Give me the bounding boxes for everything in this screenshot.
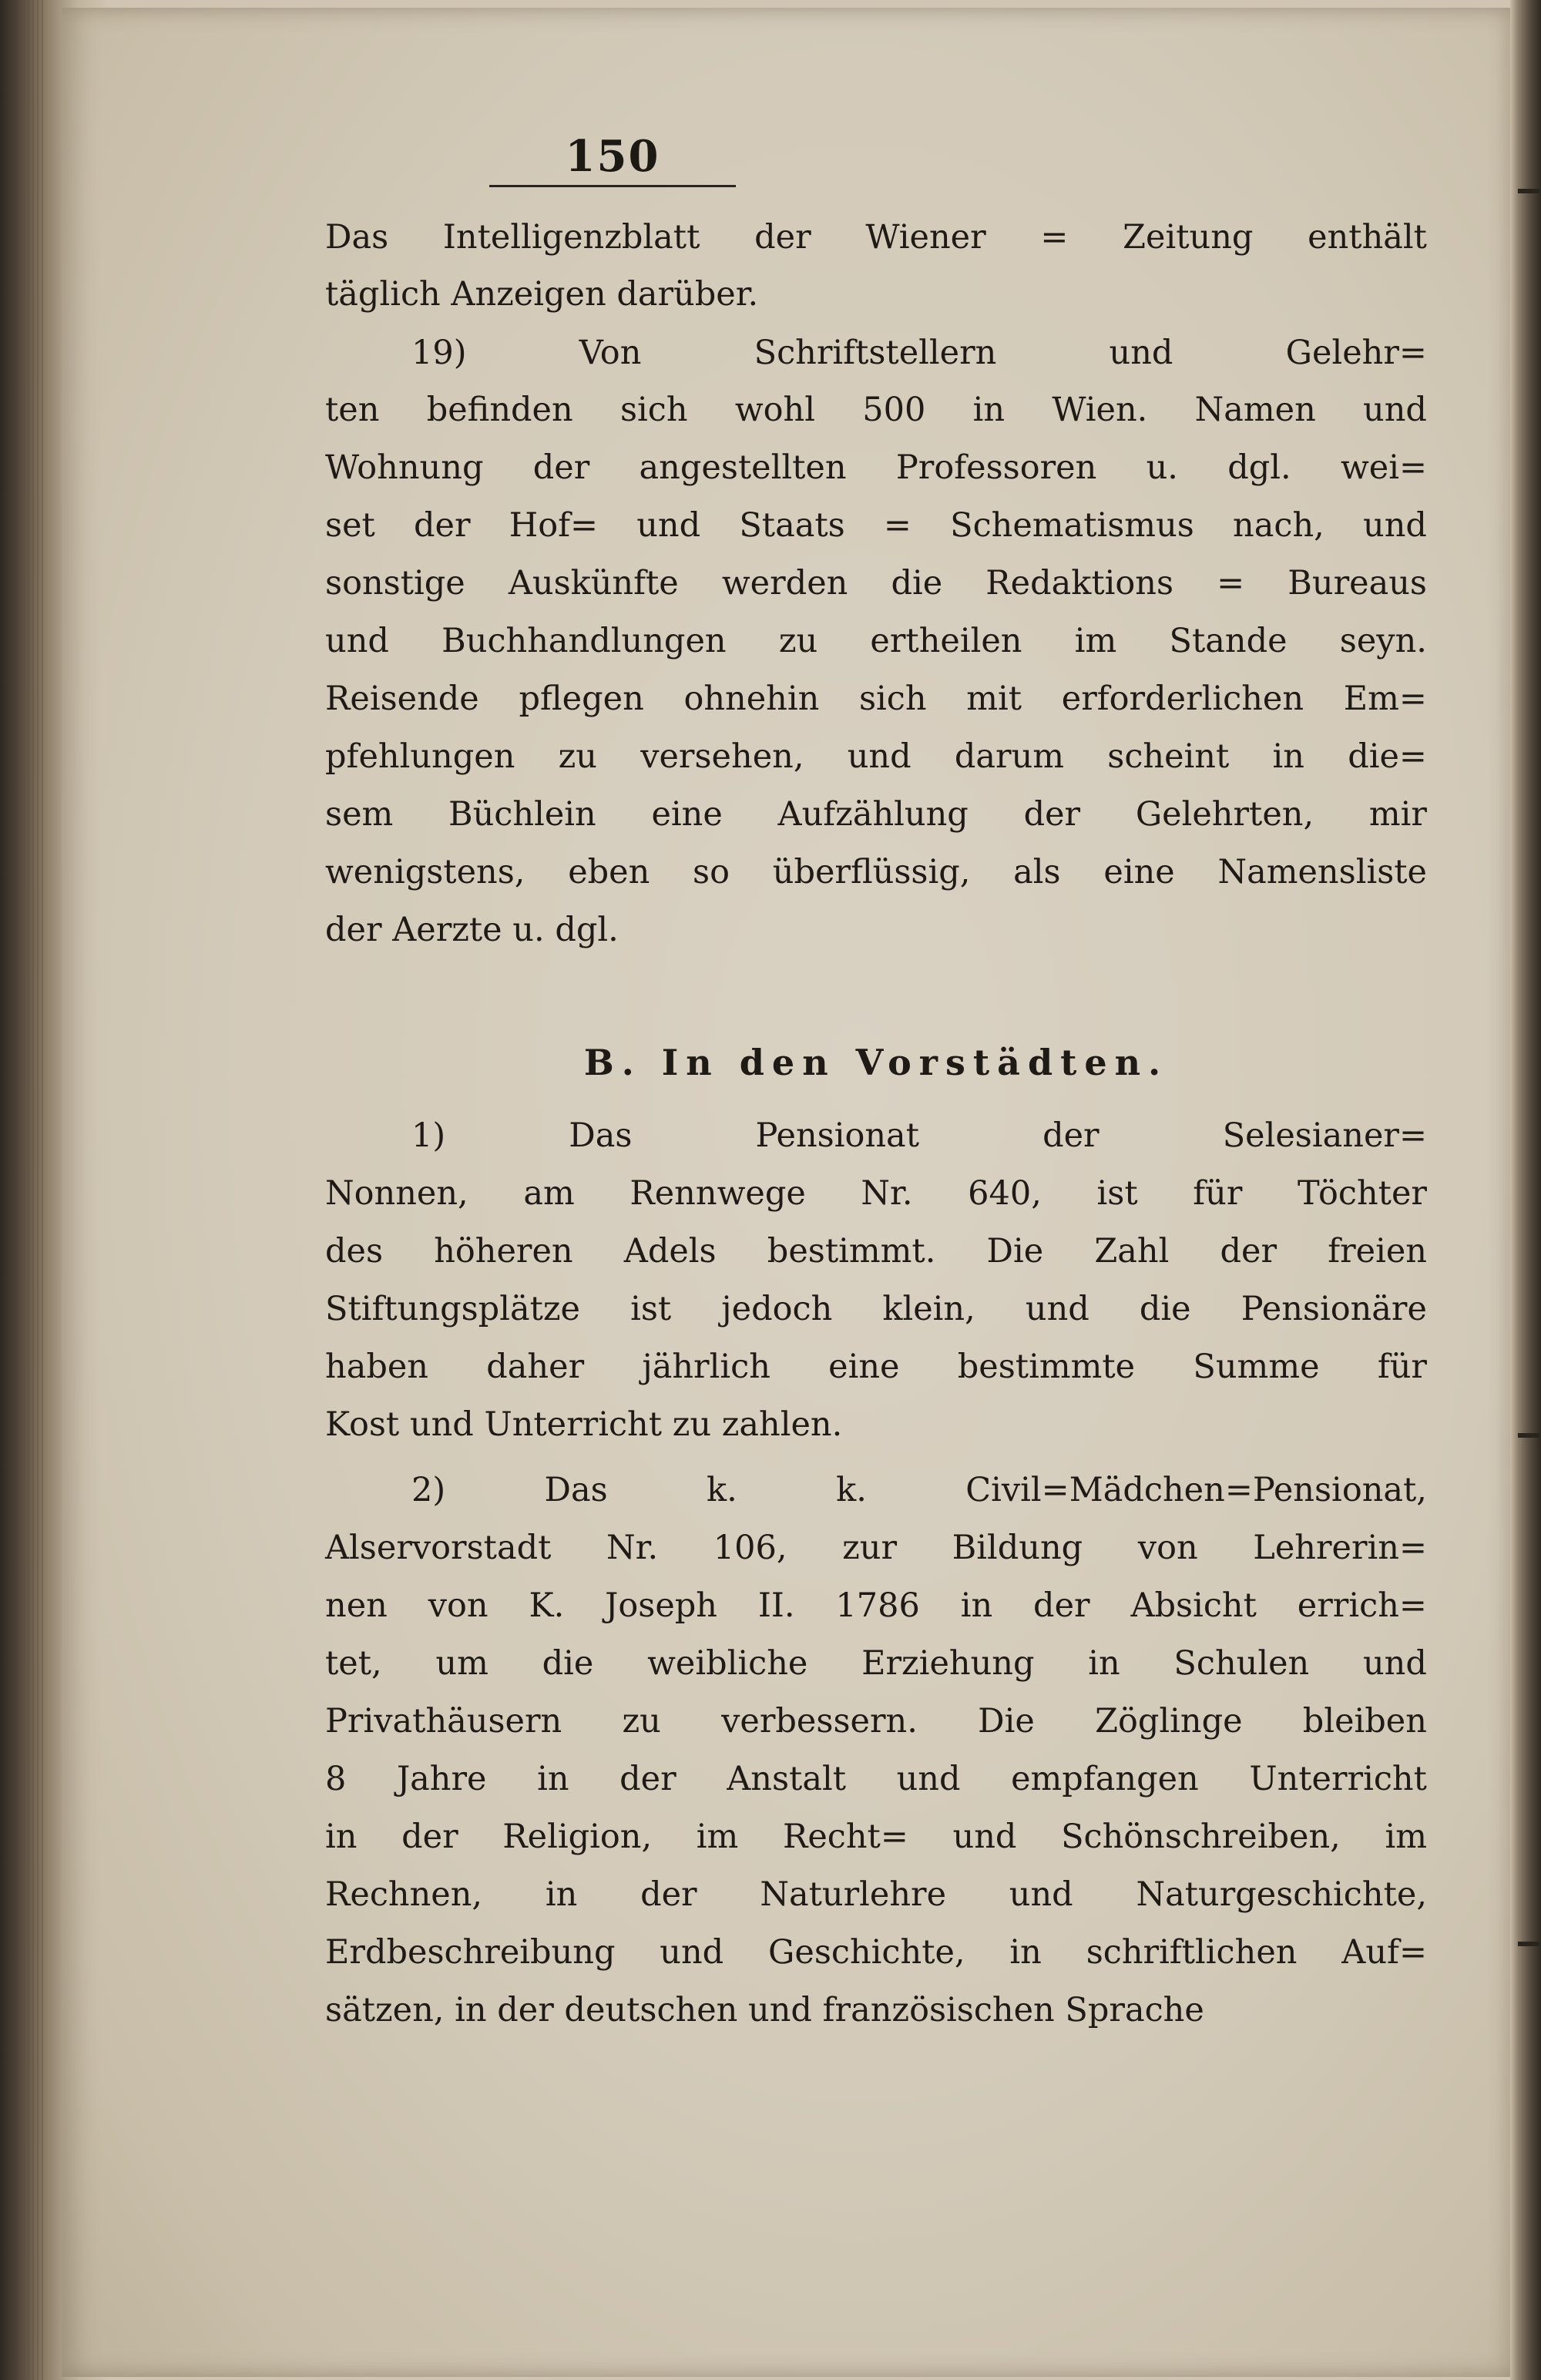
word: ist bbox=[1096, 1174, 1138, 1213]
word: Anstalt bbox=[727, 1760, 846, 1798]
word: k. bbox=[836, 1471, 867, 1509]
word: als bbox=[1013, 853, 1061, 891]
word: Nonnen, bbox=[325, 1174, 468, 1213]
word: Bureaus bbox=[1288, 564, 1427, 603]
word: Civil=Mädchen=Pensionat, bbox=[965, 1471, 1427, 1509]
word: 1) bbox=[411, 1116, 446, 1155]
word: K. bbox=[529, 1586, 565, 1625]
word: um bbox=[435, 1644, 488, 1683]
word: errich= bbox=[1297, 1586, 1427, 1625]
word: 8 bbox=[325, 1760, 347, 1798]
word: Buchhandlungen bbox=[441, 622, 727, 660]
word: wei= bbox=[1340, 448, 1427, 487]
word: Bildung bbox=[952, 1529, 1083, 1567]
word: enthält bbox=[1308, 218, 1427, 257]
text-line bbox=[325, 502, 1427, 549]
page-edge-mark bbox=[1518, 189, 1539, 193]
word: so bbox=[693, 853, 730, 891]
word: sich bbox=[619, 391, 688, 429]
word: der bbox=[754, 218, 811, 257]
word: wenigstens, bbox=[325, 853, 525, 891]
word: und bbox=[847, 737, 912, 776]
word: Lehrerin= bbox=[1253, 1529, 1427, 1567]
word: in bbox=[972, 391, 1006, 429]
text-line: der Aerzte u. dgl. bbox=[325, 911, 619, 949]
word: Privathäusern bbox=[325, 1702, 562, 1741]
word: eben bbox=[568, 853, 650, 891]
word: set bbox=[325, 506, 375, 545]
word: und bbox=[1109, 334, 1173, 372]
word: Die bbox=[986, 1232, 1044, 1271]
word: Erdbeschreibung bbox=[325, 1933, 616, 1972]
word: in bbox=[1272, 737, 1304, 776]
text-line bbox=[325, 214, 1427, 260]
word: Namen bbox=[1194, 391, 1316, 429]
word: Religion, bbox=[502, 1818, 653, 1856]
word: und bbox=[1363, 506, 1427, 545]
word: ist bbox=[630, 1290, 672, 1328]
text-line bbox=[325, 387, 1427, 433]
word: Absicht bbox=[1130, 1586, 1257, 1625]
word: Naturgeschichte, bbox=[1136, 1875, 1427, 1914]
word: sem bbox=[325, 795, 394, 834]
page-edge-mark bbox=[1518, 1433, 1539, 1438]
word: Zeitung bbox=[1123, 218, 1254, 257]
word: empfangen bbox=[1011, 1760, 1199, 1798]
word: Naturlehre bbox=[760, 1875, 947, 1914]
word: wohl bbox=[734, 391, 815, 429]
text-line bbox=[325, 791, 1427, 838]
word: in bbox=[325, 1818, 358, 1856]
word: 2) bbox=[411, 1471, 446, 1509]
text-line: Kost und Unterricht zu zahlen. bbox=[325, 1405, 843, 1444]
text-line bbox=[325, 1814, 1427, 1860]
word: 19) bbox=[411, 334, 467, 372]
word: angestellten bbox=[639, 448, 847, 487]
word: seyn. bbox=[1339, 622, 1427, 660]
text-line bbox=[325, 560, 1427, 606]
word: Recht= bbox=[782, 1818, 908, 1856]
word: Zahl bbox=[1094, 1232, 1170, 1271]
word: bleiben bbox=[1302, 1702, 1427, 1741]
text-line bbox=[325, 1286, 1427, 1332]
book-page bbox=[62, 8, 1510, 2377]
word: zu bbox=[558, 737, 597, 776]
word: = bbox=[1040, 218, 1069, 257]
word: Hof= bbox=[509, 506, 599, 545]
text-line bbox=[325, 445, 1427, 491]
word: nen bbox=[325, 1586, 388, 1625]
word: Gelehr= bbox=[1285, 334, 1427, 372]
word: am bbox=[523, 1174, 575, 1213]
word: Das bbox=[544, 1471, 608, 1509]
word: Nr. bbox=[861, 1174, 913, 1213]
word: Schönschreiben, bbox=[1061, 1818, 1341, 1856]
text-line bbox=[325, 1871, 1427, 1918]
text-line bbox=[411, 330, 1427, 376]
word: ohnehin bbox=[683, 680, 820, 718]
word: Alservorstadt bbox=[325, 1529, 552, 1567]
word: Rennwege bbox=[629, 1174, 806, 1213]
word: haben bbox=[325, 1348, 428, 1386]
word: jährlich bbox=[642, 1348, 770, 1386]
text-line bbox=[325, 1170, 1427, 1217]
word: für bbox=[1193, 1174, 1243, 1213]
word: Nr. bbox=[606, 1529, 659, 1567]
word: erforderlichen bbox=[1061, 680, 1304, 718]
word: Auskünfte bbox=[508, 564, 679, 603]
word: daher bbox=[486, 1348, 585, 1386]
word: weibliche bbox=[647, 1644, 808, 1683]
word: Adels bbox=[623, 1232, 717, 1271]
word: mit bbox=[966, 680, 1022, 718]
word: Das bbox=[325, 218, 389, 257]
page-header bbox=[489, 131, 736, 187]
word: II. bbox=[757, 1586, 795, 1625]
word: des bbox=[325, 1232, 384, 1271]
word: und bbox=[636, 506, 701, 545]
word: sich bbox=[858, 680, 927, 718]
word: Zöglinge bbox=[1095, 1702, 1243, 1741]
word: der bbox=[1220, 1232, 1277, 1271]
word: für bbox=[1377, 1348, 1427, 1386]
word: überflüssig, bbox=[772, 853, 971, 891]
word: der bbox=[413, 506, 471, 545]
word: k. bbox=[707, 1471, 737, 1509]
word: Pensionat bbox=[755, 1116, 919, 1155]
word: Schriftstellern bbox=[754, 334, 997, 372]
word: Summe bbox=[1193, 1348, 1320, 1386]
text-line bbox=[325, 1640, 1427, 1687]
word: zur bbox=[842, 1529, 898, 1567]
word: der bbox=[1023, 795, 1081, 834]
word: ten bbox=[325, 391, 380, 429]
word: eine bbox=[828, 1348, 900, 1386]
word: der bbox=[1042, 1116, 1100, 1155]
word: freien bbox=[1328, 1232, 1427, 1271]
word: Gelehrten, bbox=[1135, 795, 1314, 834]
word: werden bbox=[721, 564, 848, 603]
text-line bbox=[325, 676, 1427, 722]
word: und bbox=[952, 1818, 1017, 1856]
word: von bbox=[428, 1586, 488, 1625]
word: und bbox=[660, 1933, 724, 1972]
word: sonstige bbox=[325, 564, 465, 603]
word: der bbox=[401, 1818, 458, 1856]
word: Von bbox=[579, 334, 642, 372]
word: nach, bbox=[1233, 506, 1324, 545]
word: bestimmte bbox=[957, 1348, 1136, 1386]
word: Professoren bbox=[895, 448, 1097, 487]
header-rule bbox=[489, 185, 736, 187]
word: Wohnung bbox=[325, 448, 484, 487]
word: Namensliste bbox=[1217, 853, 1427, 891]
word: und bbox=[1025, 1290, 1089, 1328]
text-line bbox=[325, 1525, 1427, 1571]
word: 640, bbox=[968, 1174, 1042, 1213]
word: die= bbox=[1348, 737, 1427, 776]
word: in bbox=[537, 1760, 569, 1798]
word: in bbox=[960, 1586, 993, 1625]
word: Aufzählung bbox=[777, 795, 969, 834]
word: u. bbox=[1146, 448, 1178, 487]
word: pfehlungen bbox=[325, 737, 515, 776]
word: Intelligenzblatt bbox=[442, 218, 700, 257]
word: zu bbox=[622, 1702, 661, 1741]
word: die bbox=[542, 1644, 594, 1683]
word: Geschichte, bbox=[768, 1933, 965, 1972]
word: schriftlichen bbox=[1086, 1933, 1298, 1972]
page-number: 150 bbox=[565, 131, 660, 182]
text-line bbox=[325, 1929, 1427, 1976]
word: Stiftungsplätze bbox=[325, 1290, 580, 1328]
word: in bbox=[545, 1875, 578, 1914]
word: dgl. bbox=[1227, 448, 1291, 487]
word: Büchlein bbox=[448, 795, 596, 834]
text-line bbox=[325, 1344, 1427, 1390]
word: scheint bbox=[1107, 737, 1230, 776]
page-edge-mark bbox=[1518, 1942, 1539, 1946]
word: Pensionäre bbox=[1241, 1290, 1427, 1328]
text-line: sätzen, in der deutschen und französischen Sprache bbox=[325, 1991, 1204, 2029]
word: und bbox=[1009, 1875, 1073, 1914]
text-line bbox=[411, 1467, 1427, 1513]
word: Schulen bbox=[1173, 1644, 1310, 1683]
word: Reisende bbox=[325, 680, 479, 718]
word: Unterricht bbox=[1249, 1760, 1427, 1798]
text-line: täglich Anzeigen darüber. bbox=[325, 275, 759, 314]
word: Joseph bbox=[605, 1586, 718, 1625]
word: Staats bbox=[739, 506, 845, 545]
word: in bbox=[1088, 1644, 1120, 1683]
word: im bbox=[1074, 622, 1117, 660]
word: Rechnen, bbox=[325, 1875, 483, 1914]
word: Jahre bbox=[396, 1760, 487, 1798]
text-line bbox=[325, 618, 1427, 664]
text-line bbox=[325, 1228, 1427, 1274]
word: Wiener bbox=[865, 218, 986, 257]
word: Em= bbox=[1343, 680, 1427, 718]
word: eine bbox=[651, 795, 723, 834]
page-edges-right bbox=[1510, 0, 1541, 2380]
word: Töchter bbox=[1298, 1174, 1427, 1213]
word: der bbox=[619, 1760, 676, 1798]
word: und bbox=[325, 622, 389, 660]
word: eine bbox=[1103, 853, 1175, 891]
word: Selesianer= bbox=[1222, 1116, 1427, 1155]
section-heading: B. In den Vorstädten. bbox=[583, 1042, 1169, 1083]
word: Wien. bbox=[1052, 391, 1148, 429]
word: bestimmt. bbox=[767, 1232, 936, 1271]
word: pflegen bbox=[519, 680, 644, 718]
word: der bbox=[532, 448, 590, 487]
word: Redaktions bbox=[985, 564, 1174, 603]
word: Stande bbox=[1169, 622, 1288, 660]
text-line bbox=[325, 1698, 1427, 1744]
word: von bbox=[1137, 1529, 1198, 1567]
word: und bbox=[1362, 1644, 1427, 1683]
word: im bbox=[696, 1818, 739, 1856]
page-edges-left bbox=[23, 0, 46, 2380]
word: 1786 bbox=[835, 1586, 920, 1625]
word: im bbox=[1385, 1818, 1427, 1856]
word: zu bbox=[778, 622, 818, 660]
word: Das bbox=[569, 1116, 633, 1155]
word: darum bbox=[954, 737, 1065, 776]
word: mir bbox=[1368, 795, 1427, 834]
text-line bbox=[325, 1756, 1427, 1802]
word: Die bbox=[978, 1702, 1035, 1741]
word: klein, bbox=[882, 1290, 975, 1328]
text-line bbox=[325, 1583, 1427, 1629]
word: die bbox=[1139, 1290, 1191, 1328]
word: versehen, bbox=[640, 737, 804, 776]
word: Auf= bbox=[1341, 1933, 1427, 1972]
text-line bbox=[325, 733, 1427, 780]
word: tet, bbox=[325, 1644, 382, 1683]
text-line bbox=[325, 849, 1427, 895]
word: ertheilen bbox=[870, 622, 1022, 660]
word: jedoch bbox=[721, 1290, 833, 1328]
word: und bbox=[1363, 391, 1427, 429]
word: Schematismus bbox=[950, 506, 1194, 545]
word: = bbox=[883, 506, 912, 545]
word: 106, bbox=[713, 1529, 787, 1567]
word: in bbox=[1009, 1933, 1042, 1972]
word: = bbox=[1217, 564, 1245, 603]
word: 500 bbox=[862, 391, 926, 429]
word: befinden bbox=[426, 391, 573, 429]
word: der bbox=[640, 1875, 697, 1914]
word: die bbox=[891, 564, 943, 603]
word: verbessern. bbox=[721, 1702, 918, 1741]
word: der bbox=[1033, 1586, 1090, 1625]
text-line bbox=[411, 1113, 1427, 1159]
word: höheren bbox=[434, 1232, 573, 1271]
word: Erziehung bbox=[861, 1644, 1035, 1683]
word: und bbox=[896, 1760, 961, 1798]
